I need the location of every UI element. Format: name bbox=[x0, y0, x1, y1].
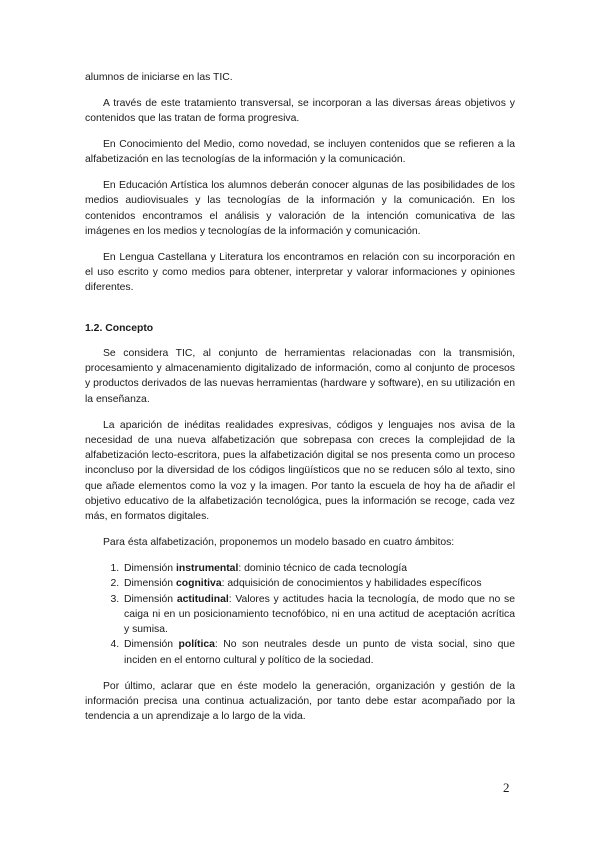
page-number: 2 bbox=[503, 780, 510, 795]
paragraph: alumnos de iniciarse en las TIC. bbox=[85, 72, 233, 83]
list-item bbox=[122, 637, 515, 668]
list-item-term: instrumental bbox=[175, 562, 239, 574]
list-item-term: actitudinal bbox=[176, 593, 229, 605]
list-item-prefix: Dimensión bbox=[124, 578, 176, 590]
list-item-text: : adquisición de conocimientos y habilidades específicos bbox=[221, 578, 482, 590]
list-item bbox=[122, 592, 515, 638]
list-item-text: : No son neutrales desde un punto de vista social, sino que inciden en el entorno cultural y político de la sociedad. bbox=[124, 639, 515, 666]
list-item bbox=[122, 561, 515, 576]
list-item-text: : Valores y actitudes hacia la tecnología, de modo que no se caiga ni en un posicionamiento tecnofóbico, ni en una actitud de aceptación acrítica y sumisa. bbox=[124, 593, 515, 636]
page-content bbox=[85, 70, 515, 735]
closing-paragraph: Por último, aclarar que en éste modelo la generación, organización y gestión de la información precisa una continua actualización, por tanto debe estar acompañado por la tendencia a un aprendizaje a lo largo de la vida. bbox=[85, 680, 515, 723]
list-item bbox=[122, 576, 515, 591]
paragraph: Para ésta alfabetización, proponemos un modelo basado en cuatro ámbitos: bbox=[103, 537, 455, 549]
paragraph: En Lengua Castellana y Literatura los encontramos en relación con su incorporación en el uso escrito y como medios para obtener, interpretar y valorar informaciones y opiniones diferentes. bbox=[85, 251, 515, 294]
list-item-text: : dominio técnico de cada tecnología bbox=[238, 562, 408, 574]
paragraph: Se considera TIC, al conjunto de herramientas relacionadas con la transmisión, procesamiento y almacenamiento digitalizado de información, como al conjunto de procesos y productos derivados de las nuevas herramientas (hardware y software), en su utilización en la enseñanza. bbox=[85, 347, 515, 405]
list-item-term: política bbox=[178, 639, 215, 651]
dimensions-list bbox=[85, 561, 515, 668]
paragraph: A través de este tratamiento transversal, se incorporan a las diversas áreas objetivos y contenidos que las tratan de forma progresiva. bbox=[85, 97, 515, 125]
list-item-term: cognitiva bbox=[175, 578, 222, 590]
section-heading: 1.2. Concepto bbox=[85, 322, 154, 334]
paragraph: En Conocimiento del Medio, como novedad, se incluyen contenidos que se refieren a la alfabetización en las tecnologías de la información y la comunicación. bbox=[85, 138, 515, 166]
list-item-prefix: Dimensión bbox=[124, 593, 177, 605]
paragraph: En Educación Artística los alumnos deberán conocer algunas de las posibilidades de los medios audiovisuales y las tecnologías de la información y la comunicación. En los contenidos encontramos el análisis y valoración de la intención comunicativa de las imágenes en los medios y tecnologías de la información y comunicación. bbox=[85, 179, 515, 237]
list-item-prefix: Dimensión bbox=[124, 562, 176, 574]
list-item-prefix: Dimensión bbox=[124, 639, 179, 651]
paragraph: La aparición de inéditas realidades expresivas, códigos y lenguajes nos avisa de la necesidad de una nueva alfabetización que sobrepasa con creces la complejidad de la alfabetización lecto-escritora, pues la alfabetización digital se nos presenta como un proceso inconcluso por la diversidad de los códigos lingüísticos que no se reducen sólo al texto, sino que añade elementos como la voz y la imagen. Por tanto la escuela de hoy ha de añadir el objetivo educativo de la alfabetización tecnológica, pues la información se recoge, cada vez más, en formatos digitales. bbox=[85, 419, 515, 523]
